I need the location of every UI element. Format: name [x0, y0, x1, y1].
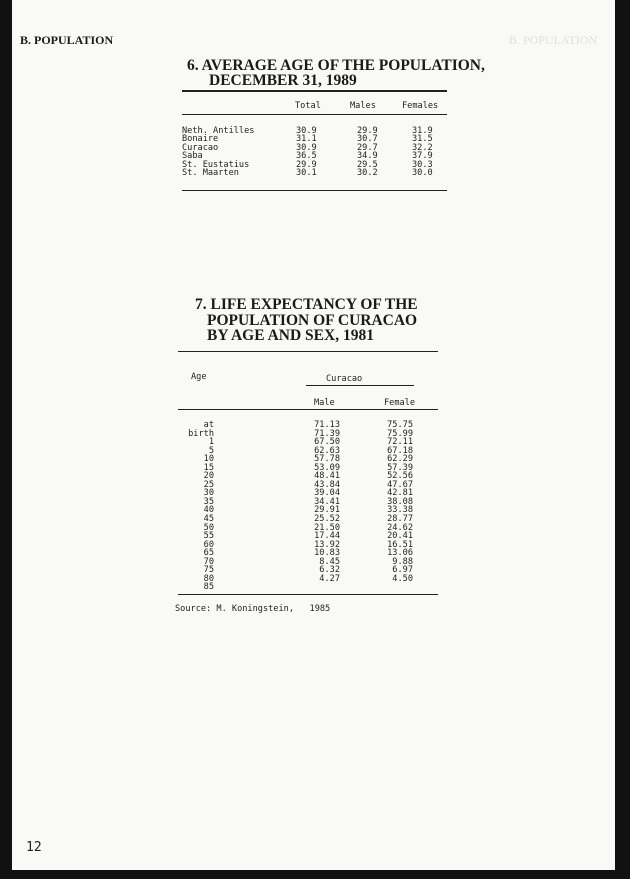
- bleed-through-header: B. POPULATION: [509, 33, 598, 47]
- table-cell: St. Eustatius: [182, 159, 250, 170]
- table6-area-column: [182, 127, 254, 177]
- table-cell: 39.04: [314, 488, 340, 499]
- table-cell: 15: [203, 462, 214, 473]
- table-cell: 30.7: [357, 134, 378, 145]
- table7-female-header: Female: [384, 398, 416, 408]
- table-cell: 75.99: [387, 428, 413, 439]
- table7-title: [195, 297, 418, 344]
- table6-males-column: [357, 127, 378, 177]
- table-cell: at birth: [188, 420, 214, 439]
- page-number: 12: [26, 840, 42, 855]
- table7-bottom-rule: [178, 594, 438, 595]
- table-cell: 62.29: [387, 454, 413, 465]
- table-cell: 85: [203, 582, 214, 593]
- table-cell: 31.5: [412, 134, 433, 145]
- table-cell: Curacao: [182, 142, 219, 153]
- table-cell: 72.11: [387, 437, 413, 448]
- table-cell: 48.41: [314, 471, 340, 482]
- table-cell: 30.9: [296, 142, 317, 153]
- table7-title-line1: 7. LIFE EXPECTANCY OF THE: [195, 296, 418, 313]
- table-cell: 13.06: [387, 548, 413, 559]
- table-cell: 70: [203, 556, 214, 567]
- table-cell: 9.88: [392, 556, 413, 567]
- table-cell: 60: [203, 539, 214, 550]
- table6-title-rule: [182, 90, 447, 92]
- table-cell: 75: [203, 565, 214, 576]
- table-cell: 35: [203, 496, 214, 507]
- table-cell: 30.9: [296, 126, 317, 136]
- table6-females-column: [412, 127, 433, 177]
- table7-title-line2: POPULATION OF CURACAO: [207, 311, 418, 329]
- table-cell: 52.56: [387, 471, 413, 482]
- table7-age-header: Age: [191, 372, 207, 382]
- table-cell: 25.52: [314, 514, 340, 525]
- table-cell: 32.2: [412, 142, 433, 153]
- table-cell: 30.0: [412, 168, 433, 179]
- table-cell: 50: [203, 522, 214, 533]
- table-cell: 30.3: [412, 159, 433, 170]
- table7-title-line3: BY AGE AND SEX, 1981: [207, 327, 374, 344]
- table-cell: 21.50: [314, 522, 340, 533]
- table-cell: 16.51: [387, 539, 413, 550]
- table-cell: 1: [208, 437, 214, 448]
- document-page: [12, 0, 615, 870]
- table-cell: 10: [203, 454, 214, 465]
- table-cell: St. Maarten: [182, 168, 239, 179]
- table7-age-column: [174, 421, 214, 592]
- table-cell: 5: [208, 445, 214, 456]
- table-cell: 42.81: [387, 488, 413, 499]
- table-cell: 17.44: [314, 531, 340, 542]
- table-cell: 31.9: [412, 126, 433, 136]
- table7-title-rule: [178, 351, 438, 352]
- table-cell: 29.7: [357, 142, 378, 153]
- table-cell: 31.1: [296, 134, 317, 145]
- table-cell: 36.5: [296, 151, 317, 162]
- table-cell: 65: [203, 548, 214, 559]
- table-cell: 67.18: [387, 445, 413, 456]
- table-cell: 57.39: [387, 462, 413, 473]
- table7-group-rule: [306, 385, 414, 386]
- table-cell: 75.75: [387, 420, 413, 430]
- table6-header-males: Males: [350, 101, 376, 111]
- table6-header-rule: [182, 114, 447, 115]
- table-cell: 34.9: [357, 151, 378, 162]
- table6-total-column: [296, 127, 317, 177]
- table-cell: 47.67: [387, 479, 413, 490]
- table-cell: 62.63: [314, 445, 340, 456]
- table7-female-column: [363, 421, 413, 583]
- table-cell: 13.92: [314, 539, 340, 550]
- table-cell: 29.9: [296, 159, 317, 170]
- table-cell: Neth. Antilles: [182, 126, 255, 136]
- table-cell: 4.27: [319, 573, 340, 584]
- table7-header-rule: [178, 409, 438, 410]
- table6-title-line2: DECEMBER 31, 1989: [209, 72, 357, 89]
- table-cell: 20.41: [387, 531, 413, 542]
- table6-bottom-rule: [182, 190, 447, 191]
- table-cell: 6.97: [392, 565, 413, 576]
- table6-header-total: Total: [295, 101, 321, 111]
- table6-header-females: Females: [402, 101, 439, 111]
- table-cell: 24.62: [387, 522, 413, 533]
- table-cell: 33.38: [387, 505, 413, 516]
- table-cell: 38.08: [387, 496, 413, 507]
- table6-title-line1: 6. AVERAGE AGE OF THE POPULATION,: [187, 57, 485, 74]
- table-cell: 30.2: [357, 168, 378, 179]
- table-cell: 29.91: [314, 505, 340, 516]
- table-cell: 71.13: [314, 420, 340, 430]
- table-cell: 57.78: [314, 454, 340, 465]
- table-cell: 71.39: [314, 428, 340, 439]
- table-cell: 10.83: [314, 548, 340, 559]
- table-cell: 29.5: [357, 159, 378, 170]
- table-cell: 43.84: [314, 479, 340, 490]
- table-cell: 29.9: [357, 126, 378, 136]
- table-cell: Saba: [182, 151, 203, 162]
- table-cell: 53.09: [314, 462, 340, 473]
- section-header: B. POPULATION: [20, 33, 114, 47]
- table-cell: 40: [203, 505, 214, 516]
- table6-title: [187, 58, 485, 88]
- table7-source: Source: M. Koningstein, 1985: [175, 604, 331, 614]
- table7-group-header: Curacao: [326, 374, 363, 384]
- table-cell: 45: [203, 514, 214, 525]
- table-cell: 55: [203, 531, 214, 542]
- table-cell: 67.50: [314, 437, 340, 448]
- table-cell: 6.32: [319, 565, 340, 576]
- table-cell: 4.50: [392, 573, 413, 584]
- table-cell: 30: [203, 488, 214, 499]
- table-cell: 34.41: [314, 496, 340, 507]
- table7-male-column: [292, 421, 340, 583]
- table7-male-header: Male: [314, 398, 335, 408]
- table-cell: 37.9: [412, 151, 433, 162]
- table-cell: 28.77: [387, 514, 413, 525]
- table-cell: 80: [203, 573, 214, 584]
- table-cell: Bonaire: [182, 134, 219, 145]
- table-cell: 25: [203, 479, 214, 490]
- table-cell: 30.1: [296, 168, 317, 179]
- table-cell: 8.45: [319, 556, 340, 567]
- table-cell: 20: [203, 471, 214, 482]
